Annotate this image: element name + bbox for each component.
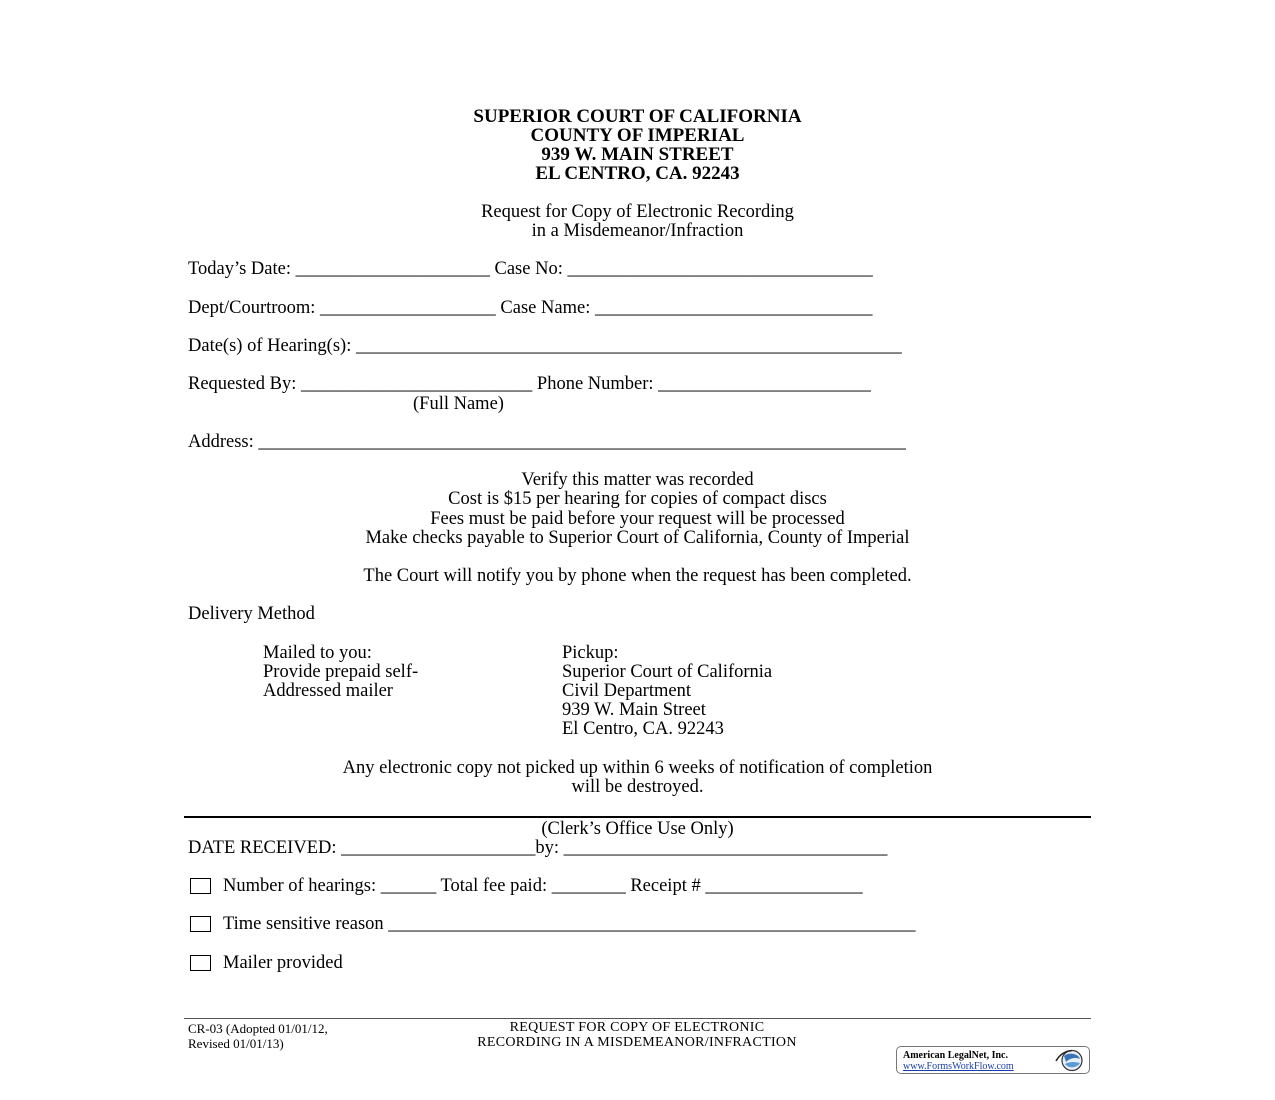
hearings-checkbox[interactable] (190, 878, 211, 894)
logo-company-name: American LegalNet, Inc. (903, 1050, 1008, 1061)
clerk-heading: (Clerk’s Office Use Only) (541, 819, 734, 839)
footer-title-line1: REQUEST FOR COPY OF ELECTRONIC (509, 1020, 765, 1035)
pickup-line1: Pickup: (562, 643, 619, 663)
county-name: COUNTY OF IMPERIAL (530, 125, 745, 146)
footer-title-line2: RECORDING IN A MISDEMEANOR/INFRACTION (477, 1035, 797, 1050)
notice-line2: Cost is $15 per hearing for copies of compact discs (448, 489, 827, 509)
pickup-line5: El Centro, CA. 92243 (562, 719, 724, 739)
hearings-fee-receipt-field[interactable]: Number of hearings: ______ Total fee paid: ________ Receipt # _________________ (223, 876, 863, 896)
clerk-divider (184, 816, 1091, 818)
address-field[interactable]: Address: ______________________________________________________________________ (188, 432, 906, 452)
pickup-line3: Civil Department (562, 681, 691, 701)
notice-line3: Fees must be paid before your request will be processed (430, 509, 845, 529)
notice-line1: Verify this matter was recorded (521, 470, 754, 490)
form-title-line1: Request for Copy of Electronic Recording (481, 202, 794, 222)
vendor-logo[interactable] (896, 1046, 1090, 1074)
court-street: 939 W. MAIN STREET (541, 144, 734, 165)
pickup-line2: Superior Court of California (562, 662, 773, 682)
mail-option-line2: Provide prepaid self- (263, 662, 419, 682)
full-name-note: (Full Name) (413, 394, 504, 414)
time-sensitive-checkbox[interactable] (190, 916, 211, 932)
mail-option-line3: Addressed mailer (263, 681, 393, 701)
form-id-line1: CR-03 (Adopted 01/01/12, (188, 1021, 328, 1036)
mailer-provided-label: Mailer provided (223, 953, 343, 973)
footer-divider (184, 1018, 1091, 1019)
form-id-line2: Revised 01/01/13) (188, 1036, 284, 1051)
hearing-dates-field[interactable]: Date(s) of Hearing(s): ___________________________________________________________ (188, 336, 902, 356)
notify-note: The Court will notify you by phone when the request has been completed. (363, 566, 912, 586)
warning-line2: will be destroyed. (571, 777, 704, 797)
notice-line4: Make checks payable to Superior Court of California, County of Imperial (365, 528, 910, 548)
todays-date-case-no-field[interactable]: Today’s Date: _____________________ Case No: _________________________________ (188, 259, 873, 279)
court-name: SUPERIOR COURT OF CALIFORNIA (473, 106, 802, 127)
court-city: EL CENTRO, CA. 92243 (535, 163, 740, 184)
form-title-line2: in a Misdemeanor/Infraction (531, 221, 744, 241)
date-received-field[interactable]: DATE RECEIVED: _____________________by: ___________________________________ (188, 838, 888, 858)
logo-url-link[interactable]: www.FormsWorkFlow.com (903, 1061, 1014, 1072)
requested-by-phone-field[interactable]: Requested By: _________________________ Phone Number: _______________________ (188, 374, 871, 394)
delivery-heading: Delivery Method (188, 604, 315, 624)
pickup-line4: 939 W. Main Street (562, 700, 706, 720)
time-sensitive-field[interactable]: Time sensitive reason _________________________________________________________ (223, 914, 916, 934)
warning-line1: Any electronic copy not picked up within 6 weeks of notification of completion (342, 758, 933, 778)
mail-option-line1: Mailed to you: (263, 643, 372, 663)
dept-case-name-field[interactable]: Dept/Courtroom: ___________________ Case Name: ______________________________ (188, 298, 873, 318)
mailer-checkbox[interactable] (190, 955, 211, 971)
globe-icon (1052, 1048, 1086, 1073)
